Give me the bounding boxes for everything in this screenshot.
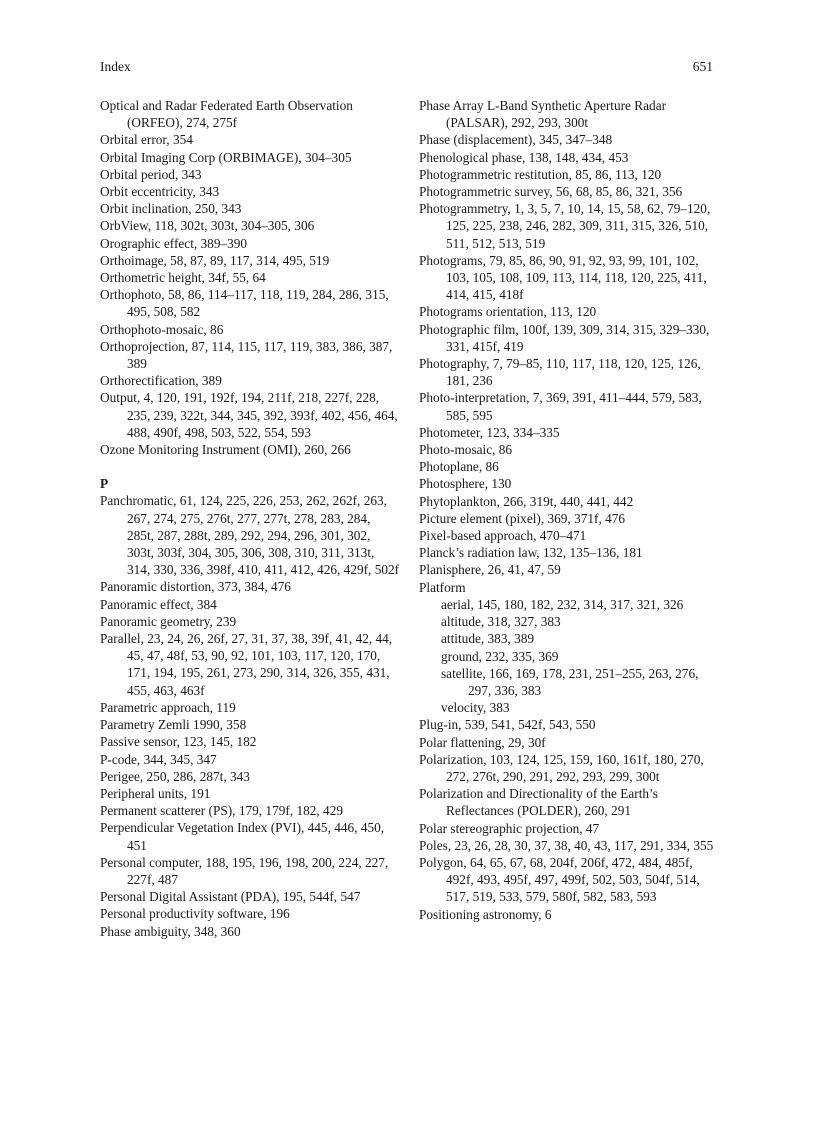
index-entry: Optical and Radar Federated Earth Observation (ORFEO), 274, 275f bbox=[100, 98, 353, 131]
index-entry: Photograms, 79, 85, 86, 90, 91, 92, 93, 99, 101, 102, 103, 105, 108, 109, 113, 114, 118, 120, 225, 411, 414, 415, 418f bbox=[419, 252, 707, 303]
index-entry: Photoplane, 86 bbox=[419, 459, 499, 475]
index-entry: Peripheral units, 191 bbox=[100, 785, 211, 801]
index-entry: Phase (displacement), 345, 347–348 bbox=[419, 132, 613, 148]
index-entry: Output, 4, 120, 191, 192f, 194, 211f, 218, 227f, 228, 235, 239, 322t, 344, 345, 392, 393f, 402, 456, 464, 488, 490f, 498, 503, 522, 554, 593 bbox=[100, 390, 398, 440]
index-subentry: velocity, 383 bbox=[441, 700, 510, 716]
index-entry: OrbView, 118, 302t, 303t, 304–305, 306 bbox=[100, 218, 315, 234]
index-entry: Plug-in, 539, 541, 542f, 543, 550 bbox=[419, 717, 596, 733]
index-entry: Orographic effect, 389–390 bbox=[100, 235, 248, 251]
index-entry: Orthophoto-mosaic, 86 bbox=[100, 321, 224, 337]
index-entries-p bbox=[100, 492, 400, 939]
index-entry: Orbit inclination, 250, 343 bbox=[100, 201, 242, 217]
index-subentry: ground, 232, 335, 369 bbox=[441, 648, 559, 664]
index-entry: Phenological phase, 138, 148, 434, 453 bbox=[419, 149, 629, 165]
index-entry: P-code, 344, 345, 347 bbox=[100, 751, 217, 767]
index-entry: Photogrammetric survey, 56, 68, 85, 86, 321, 356 bbox=[419, 184, 683, 200]
index-entry: Parametry Zemli 1990, 358 bbox=[100, 717, 247, 733]
section-letter-p: P bbox=[100, 476, 109, 492]
index-entry: Photo-interpretation, 7, 369, 391, 411–444, 579, 583, 585, 595 bbox=[419, 390, 702, 423]
index-entry: Personal computer, 188, 195, 196, 198, 200, 224, 227, 227f, 487 bbox=[100, 854, 389, 887]
index-entries-o bbox=[100, 97, 400, 458]
index-entry: Personal productivity software, 196 bbox=[100, 906, 290, 922]
index-entry: Photo-mosaic, 86 bbox=[419, 442, 513, 458]
index-entry: Platform bbox=[419, 579, 466, 595]
index-column-right bbox=[419, 97, 719, 923]
index-entry: Orbital Imaging Corp (ORBIMAGE), 304–305 bbox=[100, 149, 352, 165]
index-entry: Photosphere, 130 bbox=[419, 476, 512, 492]
index-entry: Personal Digital Assistant (PDA), 195, 544f, 547 bbox=[100, 889, 361, 905]
index-entries-p-end bbox=[419, 716, 719, 922]
index-subentry: altitude, 318, 327, 383 bbox=[441, 614, 561, 630]
index-entry: Orthometric height, 34f, 55, 64 bbox=[100, 270, 266, 286]
index-entry: Polar flattening, 29, 30f bbox=[419, 734, 546, 750]
index-entry: Planisphere, 26, 41, 47, 59 bbox=[419, 562, 561, 578]
index-entry: Poles, 23, 26, 28, 30, 37, 38, 40, 43, 117, 291, 334, 355 bbox=[419, 837, 714, 853]
index-entry: Orthorectification, 389 bbox=[100, 373, 222, 389]
index-subentry: satellite, 166, 169, 178, 231, 251–255, 263, 276, 297, 336, 383 bbox=[441, 665, 699, 698]
index-entry: Perigee, 250, 286, 287t, 343 bbox=[100, 768, 250, 784]
index-column-left bbox=[100, 97, 400, 940]
index-entry: Parallel, 23, 24, 26, 26f, 27, 31, 37, 38, 39f, 41, 42, 44, 45, 47, 48f, 53, 90, 92, 101, 103, 117, 120, 170, 171, 194, 195, 261, 273, 290, 314, 326, 355, 431, 455, 463, 463f bbox=[100, 631, 393, 698]
index-entry: Photograms orientation, 113, 120 bbox=[419, 304, 597, 320]
index-entry: Orthoprojection, 87, 114, 115, 117, 119, 383, 386, 387, 389 bbox=[100, 338, 393, 372]
index-entry: Photogrammetric restitution, 85, 86, 113, 120 bbox=[419, 166, 662, 182]
index-entries-p-continued bbox=[419, 97, 719, 596]
index-entry: Orbit eccentricity, 343 bbox=[100, 184, 220, 200]
index-entry: Orthoimage, 58, 87, 89, 117, 314, 495, 519 bbox=[100, 252, 330, 268]
index-entry: Photometer, 123, 334–335 bbox=[419, 424, 560, 440]
index-entry: Permanent scatterer (PS), 179, 179f, 182, 429 bbox=[100, 803, 343, 819]
platform-subentries bbox=[419, 596, 719, 716]
running-head-title: Index bbox=[100, 59, 131, 74]
index-entry: Polygon, 64, 65, 67, 68, 204f, 206f, 472, 484, 485f, 492f, 493, 495f, 497, 499f, 502, 503, 504f, 514, 517, 519, 533, 579, 580f, 582, 583, 593 bbox=[419, 854, 700, 905]
index-entry: Panoramic effect, 384 bbox=[100, 596, 217, 612]
index-entry: Polarization and Directionality of the Earth’s Reflectances (POLDER), 260, 291 bbox=[419, 786, 658, 819]
index-entry: Panoramic distortion, 373, 384, 476 bbox=[100, 579, 291, 595]
index-entry: Orbital period, 343 bbox=[100, 166, 202, 182]
index-entry: Perpendicular Vegetation Index (PVI), 445, 446, 450, 451 bbox=[100, 820, 385, 853]
index-entry: Phytoplankton, 266, 319t, 440, 441, 442 bbox=[419, 493, 634, 509]
index-entry: Panoramic geometry, 239 bbox=[100, 613, 237, 629]
index-entry: Polar stereographic projection, 47 bbox=[419, 820, 600, 836]
index-entry: Polarization, 103, 124, 125, 159, 160, 161f, 180, 270, 272, 276t, 290, 291, 292, 293, 299, 300t bbox=[419, 751, 704, 784]
index-subentry: attitude, 383, 389 bbox=[441, 631, 535, 647]
index-entry: Planck’s radiation law, 132, 135–136, 181 bbox=[419, 545, 643, 561]
index-entry: Panchromatic, 61, 124, 225, 226, 253, 262, 262f, 263, 267, 274, 275, 276t, 277, 277t, 278, 283, 284, 285t, 287, 288t, 289, 292, 294, 296, 301, 302, 303t, 303f, 304, 305, 306, 308, 310, 311, 313t, 314, 330, 336, 398f, 410, 411, 412, 426, 429f, 502f bbox=[100, 493, 400, 578]
index-entry: Orthophoto, 58, 86, 114–117, 118, 119, 284, 286, 315, 495, 508, 582 bbox=[100, 287, 389, 320]
index-entry: Photography, 7, 79–85, 110, 117, 118, 120, 125, 126, 181, 236 bbox=[419, 356, 701, 389]
index-entry: Orbital error, 354 bbox=[100, 132, 193, 148]
index-entry: Positioning astronomy, 6 bbox=[419, 906, 552, 922]
index-entry: Picture element (pixel), 369, 371f, 476 bbox=[419, 510, 626, 526]
index-entry: Photographic film, 100f, 139, 309, 314, 315, 329–330, 331, 415f, 419 bbox=[419, 321, 710, 354]
index-entry: Passive sensor, 123, 145, 182 bbox=[100, 734, 257, 750]
index-entry: Ozone Monitoring Instrument (OMI), 260, 266 bbox=[100, 442, 351, 458]
index-entry: Phase ambiguity, 348, 360 bbox=[100, 923, 241, 939]
page-number: 651 bbox=[692, 59, 713, 74]
index-entry: Phase Array L-Band Synthetic Aperture Radar (PALSAR), 292, 293, 300t bbox=[419, 98, 667, 131]
index-entry: Photogrammetry, 1, 3, 5, 7, 10, 14, 15, 58, 62, 79–120, 125, 225, 238, 246, 282, 309, 311, 315, 326, 510, 511, 512, 513, 519 bbox=[419, 201, 711, 251]
index-subentry: aerial, 145, 180, 182, 232, 314, 317, 321, 326 bbox=[441, 596, 684, 612]
index-entry: Parametric approach, 119 bbox=[100, 699, 236, 715]
index-entry: Pixel-based approach, 470–471 bbox=[419, 528, 587, 544]
